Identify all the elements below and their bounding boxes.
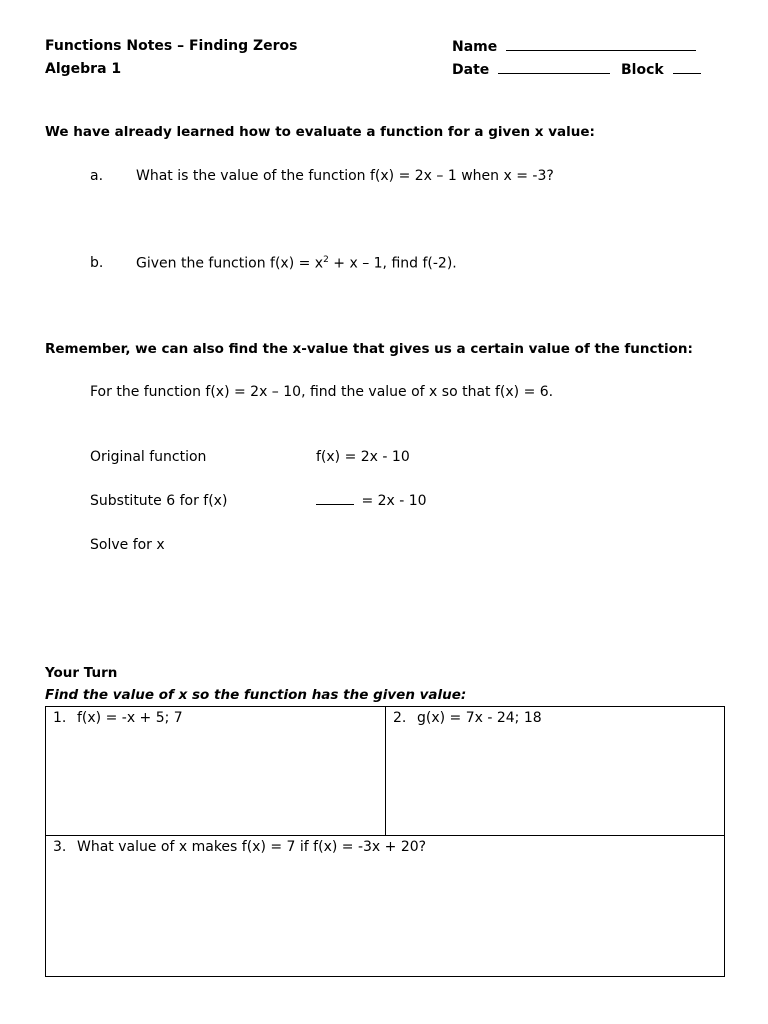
step-label: Substitute 6 for f(x) — [90, 493, 228, 509]
step-expression-rhs: = 2x - 10 — [361, 493, 427, 509]
question-b-letter: b. — [90, 255, 104, 271]
problem-cell-1[interactable] — [46, 707, 386, 836]
step-expression: f(x) = 2x - 10 — [316, 449, 410, 465]
problem-cell-3[interactable] — [46, 836, 724, 976]
step-label: Original function — [90, 449, 207, 465]
problem-text: f(x) = -x + 5; 7 — [77, 710, 183, 726]
block-label: Block — [621, 62, 664, 78]
answer-blank — [316, 493, 354, 505]
name-blank — [506, 38, 696, 51]
remember-prompt: For the function f(x) = 2x – 10, find the value of x so that f(x) = 6. — [90, 384, 554, 400]
problem-grid — [45, 706, 725, 977]
date-block-field — [452, 61, 701, 78]
problem-number: 2. — [393, 710, 407, 726]
exponent: 2 — [323, 255, 329, 265]
question-b-post: + x – 1, find f(-2). — [328, 255, 457, 272]
course-name: Algebra 1 — [45, 61, 122, 77]
problem-number: 1. — [53, 710, 67, 726]
name-label: Name — [452, 39, 498, 55]
step-label: Solve for x — [90, 537, 165, 553]
your-turn-instruction: Find the value of x so the function has the given value: — [45, 687, 467, 703]
question-b-text — [136, 255, 457, 272]
problem-cell-2[interactable] — [386, 707, 724, 836]
your-turn-heading: Your Turn — [45, 665, 118, 681]
date-label: Date — [452, 62, 490, 78]
problem-2 — [393, 710, 542, 726]
problem-number: 3. — [53, 839, 67, 855]
problem-text: g(x) = 7x - 24; 18 — [417, 710, 542, 726]
question-b-pre: Given the function f(x) = x — [136, 255, 324, 272]
problem-text: What value of x makes f(x) = 7 if f(x) = -3x + 20? — [77, 839, 427, 855]
remember-heading: Remember, we can also find the x-value that gives us a certain value of the function: — [45, 341, 693, 357]
step-expression — [316, 493, 427, 509]
problem-1 — [53, 710, 183, 726]
name-field — [452, 38, 696, 55]
problem-3 — [53, 839, 426, 855]
date-blank — [498, 61, 610, 74]
worksheet-title: Functions Notes – Finding Zeros — [45, 38, 298, 54]
intro-heading: We have already learned how to evaluate a function for a given x value: — [45, 124, 595, 140]
question-a-letter: a. — [90, 168, 104, 184]
block-blank — [673, 61, 701, 74]
question-a-text: What is the value of the function f(x) = 2x – 1 when x = -3? — [136, 168, 554, 184]
